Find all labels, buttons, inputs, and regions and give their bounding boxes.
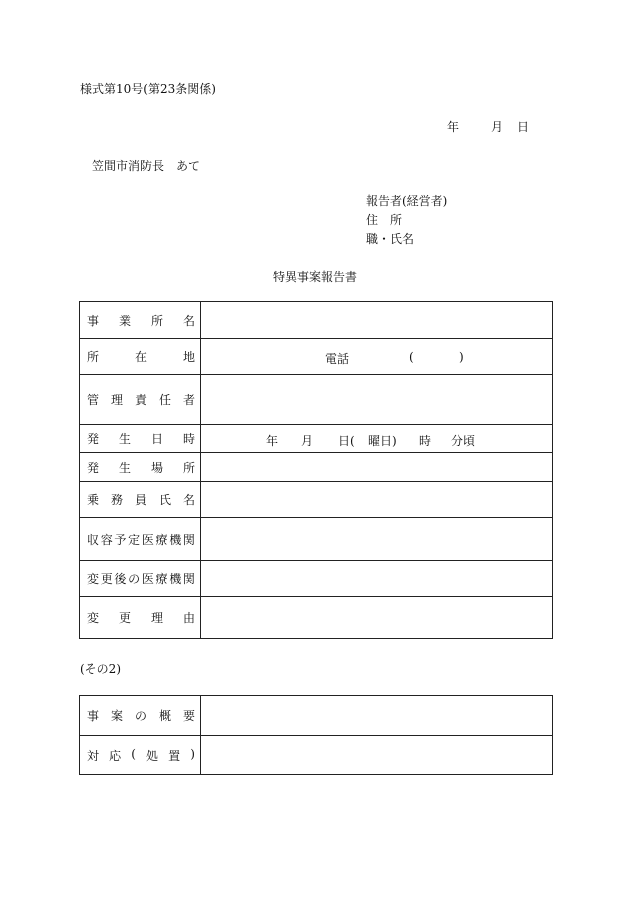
label-char: 所 [87,350,100,364]
label-char: ( [131,746,136,761]
label-char: ) [190,746,195,761]
occurrence-datetime-field[interactable] [201,425,553,453]
label-char: 員 [134,493,147,507]
date-month-label: 月 [491,120,504,134]
row-label-text [80,430,200,447]
label-char: 変 [87,572,100,586]
change-reason-field[interactable] [201,597,553,639]
label-char: 定 [128,532,141,547]
document-title: 特異事案報告書 [272,270,357,284]
label-char: 氏 [158,493,171,507]
row-label-text [80,570,200,587]
case-summary-field[interactable] [201,696,553,736]
occ-hour-label: 時 [419,433,432,448]
table-row [80,375,553,425]
label-char: 機 [169,532,182,547]
row-label-crew-name [80,482,201,518]
occ-minute-label: 分頃 [451,433,476,448]
occurrence-place-field[interactable] [201,453,553,482]
table-row [80,518,553,561]
label-char: 由 [182,611,195,625]
manager-field[interactable] [201,375,553,425]
occ-day-label: 日( [338,433,355,448]
label-char: 任 [158,393,171,407]
row-label-location [80,339,201,375]
label-char: 応 [109,748,122,763]
label-char: 案 [110,709,123,723]
label-char: 所 [182,460,195,475]
label-char: 在 [134,350,147,364]
label-char: 予 [114,532,127,547]
planned-hospital-field[interactable] [201,518,553,561]
label-char: 理 [110,393,123,407]
occ-year-label: 年 [266,433,279,448]
label-char: の [134,709,147,723]
office-name-field[interactable] [201,302,553,339]
label-char: 名 [182,313,195,328]
row-label-case-summary [80,696,201,736]
label-char: 責 [134,393,147,407]
section-2-label: (その2) [80,662,121,676]
label-char: 事 [87,709,100,723]
label-char: 容 [100,532,113,547]
row-label-text [80,312,200,329]
date-day-label: 日 [517,120,530,134]
label-char: 収 [87,532,100,547]
label-char: 者 [182,393,195,407]
report-table-2 [79,695,553,775]
label-char: 日 [150,432,163,446]
label-char: 地 [182,350,195,364]
label-char: 発 [87,432,100,446]
label-char: 概 [158,709,171,723]
label-char: 事 [87,313,100,328]
label-char: 乗 [87,493,100,507]
row-label-occurrence-place [80,453,201,482]
label-char: 所 [150,313,163,328]
label-char: 発 [87,460,100,475]
label-char: 機 [169,572,182,586]
row-label-manager [80,375,201,425]
row-label-change-reason [80,597,201,639]
table-row [80,736,553,775]
occ-weekday-label: 曜日) [368,433,397,448]
row-label-text [80,491,200,508]
addressee: 笠間市消防長 あて [92,159,201,173]
row-label-text [80,707,200,724]
label-char: 管 [87,393,100,407]
label-char: 置 [168,748,181,763]
label-char: 変 [87,611,100,625]
row-label-changed-hospital [80,561,201,597]
label-char: 対 [87,748,100,763]
label-char: の [128,572,141,586]
table-row [80,561,553,597]
reporter-label: 報告者(経営者) [366,194,448,208]
phone-close-paren: ) [459,349,464,364]
label-char: 時 [182,432,195,446]
label-char: 務 [110,493,123,507]
table-row [80,339,553,375]
location-field[interactable] [201,339,553,375]
label-char: 処 [146,748,159,763]
row-label-text [80,391,200,408]
label-char: 関 [182,572,195,586]
form-number: 様式第10号(第23条関係) [80,82,216,96]
label-char: 業 [118,313,131,328]
row-label-text [80,348,200,365]
table-row [80,453,553,482]
occ-month-label: 月 [301,433,314,448]
table-row [80,696,553,736]
changed-hospital-field[interactable] [201,561,553,597]
phone-label: 電話 [325,351,350,366]
row-label-planned-hospital [80,518,201,561]
response-field[interactable] [201,736,553,775]
table-row [80,482,553,518]
row-label-occurrence-datetime [80,425,201,453]
label-char: 後 [114,572,127,586]
address-label: 住 所 [366,213,403,227]
label-char: 関 [182,532,195,547]
row-label-office-name [80,302,201,339]
row-label-response [80,736,201,775]
report-table [79,301,553,639]
label-char: 更 [100,572,113,586]
row-label-text [80,609,200,626]
label-char: 医 [141,532,154,547]
label-char: 名 [182,493,195,507]
table-row [80,425,553,453]
label-char: 生 [118,460,131,475]
phone-open-paren: ( [409,349,414,364]
label-char: 場 [150,460,163,475]
report-date [447,118,543,135]
row-label-text [80,747,200,764]
row-label-text [80,459,200,476]
crew-name-field[interactable] [201,482,553,518]
label-char: 療 [155,532,168,547]
label-char: 要 [182,709,195,723]
table-row [80,302,553,339]
table-row [80,597,553,639]
label-char: 理 [150,611,163,625]
row-label-text [80,531,200,548]
label-char: 療 [155,572,168,586]
label-char: 生 [118,432,131,446]
name-label: 職・氏名 [366,232,415,246]
date-year-label: 年 [447,120,460,134]
reporter-block [366,192,447,249]
label-char: 更 [118,611,131,625]
label-char: 医 [141,572,154,586]
